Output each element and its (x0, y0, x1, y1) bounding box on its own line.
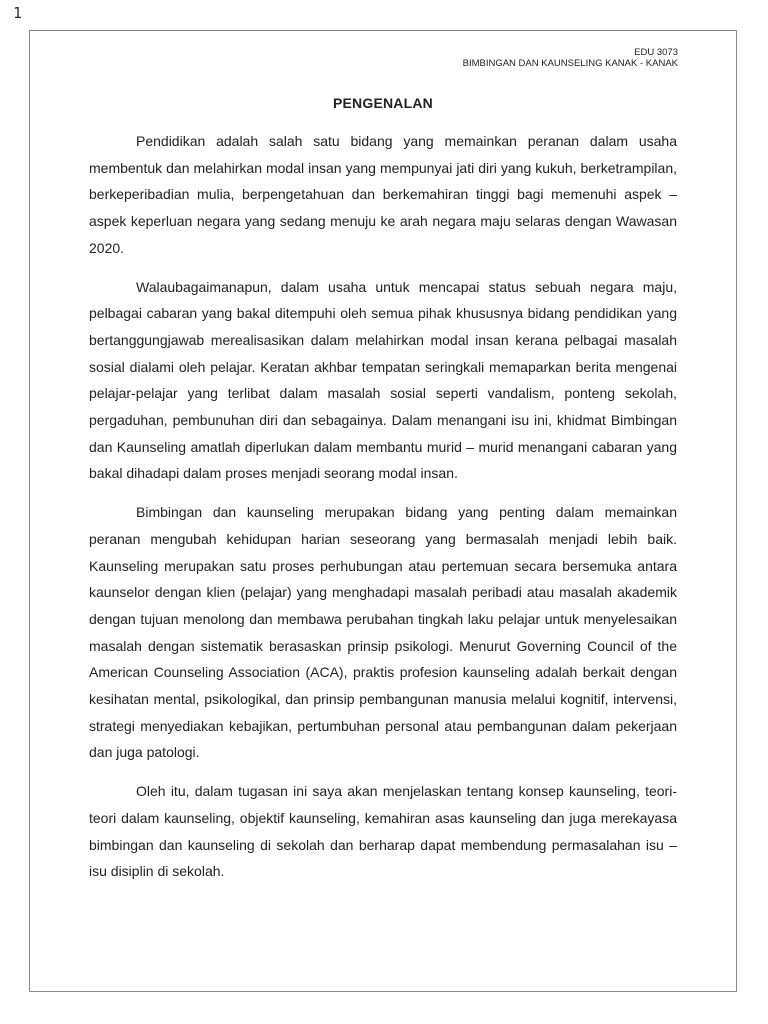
page-number: 1 (13, 4, 23, 22)
course-title: BIMBINGAN DAN KAUNSELING KANAK - KANAK (462, 58, 678, 69)
running-header (463, 47, 678, 69)
document-page (29, 30, 737, 992)
paragraph: Pendidikan adalah salah satu bidang yang memainkan peranan dalam usaha membentuk dan melahirkan modal insan yang mempunyai jati diri yang kukuh, berketrampilan, berkeperibadian mulia, berpengetahuan dan berkemahiran tinggi bagi memenuhi aspek – aspek keperluan negara yang sedang menuju ke arah negara maju selaras dengan Wawasan 2020. (89, 133, 677, 256)
paragraph: Bimbingan dan kaunseling merupakan bidang yang penting dalam memainkan peranan mengubah kehidupan harian seseorang yang bermasalah menjadi lebih baik. Kaunseling merupakan satu proses perhubungan atau pertemuan secara bersemuka antara kaunselor dengan klien (pelajar) yang menghadapi masalah peribadi atau masalah akademik dengan tujuan menolong dan membawa perubahan tingkah laku pelajar untuk menyelesaikan masalah dengan sistematik berasaskan prinsip psikologi. Menurut Governing Council of the American Counseling Association (ACA), praktis profesion kaunseling adalah berkait dengan kesihatan mental, psikologikal, dan prinsip pembangunan manusia melalui kognitif, intervensi, strategi menyediakan kebajikan, pertumbuhan personal atau pembangunan dalam pekerjaan dan juga patologi. (89, 504, 677, 761)
paragraph: Oleh itu, dalam tugasan ini saya akan menjelaskan tentang konsep kaunseling, teori-teori dalam kaunseling, objektif kaunseling, kemahiran asas kaunseling dan juga merekayasa bimbingan dan kaunseling di sekolah dan berharap dapat membendung permasalahan isu – isu disiplin di sekolah. (89, 783, 677, 880)
section-title: PENGENALAN (332, 95, 433, 111)
course-code: EDU 3073 (634, 47, 678, 58)
document-body (89, 128, 677, 897)
paragraph: Walaubagaimanapun, dalam usaha untuk mencapai status sebuah negara maju, pelbagai cabaran yang bakal ditempuhi oleh semua pihak khususnya bidang pendidikan yang bertanggungjawab merealisasikan dalam melahirkan modal insan kerana pelbagai masalah sosial dialami oleh pelajar. Keratan akhbar tempatan seringkali memaparkan berita mengenai pelajar-pelajar yang terlibat dalam masalah sosial seperti vandalism, ponteng sekolah, pergaduhan, pembunuhan diri dan sebagainya. Dalam menangani isu ini, khidmat Bimbingan dan Kaunseling amatlah diperlukan dalam membantu murid – murid menangani cabaran yang bakal dihadapi dalam proses menjadi seorang modal insan. (89, 278, 677, 482)
